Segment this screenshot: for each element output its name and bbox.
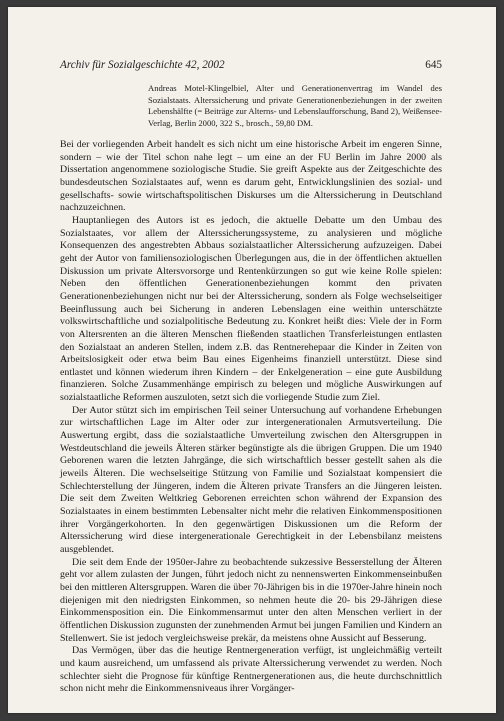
running-header xyxy=(60,59,442,71)
review-heading: Andreas Motel-Klingelbiel, Alter und Generationenvertrag im Wandel des Sozialstaats. Alterssicherung und private Generationenbeziehungen in der zweiten Lebenshälfte (= Beiträge zur Alterns- und Lebenslaufforschung, Band 2), Weißensee-Verlag, Berlin 2000, 322 S., brosch., 59,80 DM. xyxy=(148,83,442,128)
paragraph: Das Vermögen, über das die heutige Rentnergeneration verfügt, ist ungleichmäßig verteilt und kaum ausreichend, um umfassend als private Alterssicherung verwendet zu werden. Noch schlechter sieht die Prognose für künftige Rentnergenerationen aus, die heute durchschnittlich schon nicht mehr die Einkommensniveaus ihrer Vorgänger- xyxy=(60,645,442,695)
page-number: 645 xyxy=(425,59,442,71)
journal-title: Archiv für Sozialgeschichte 42, 2002 xyxy=(60,59,225,71)
paragraph: Bei der vorliegenden Arbeit handelt es sich nicht um eine historische Arbeit im engeren Sinne, sondern – wie der Titel schon nahe legt – um eine an der FU Berlin im Jahre 2000 als Dissertation angenommene soziologische Studie. Sie greift Aspekte aus der Zeitgeschichte des bundesdeutschen Sozialstaates auf, wenn es darum geht, Entwicklungslinien des sozial- und gesellschafts- sowie wirtschaftspolitischen Diskurses um die Alterssicherung in Deutschland nachzuzeichnen. xyxy=(60,139,442,214)
body-text xyxy=(60,139,442,696)
paragraph: Die seit dem Ende der 1950er-Jahre zu beobachtende sukzessive Besserstellung der Älteren geht vor allem zulasten der Jungen, führt jedoch nicht zu nennenswerten Einkommenseinbußen bei den mittleren Altersgruppen. Waren die über 70-Jährigen bis in die 1970er-Jahre hinein noch diejenigen mit den niedrigsten Einkommen, so nehmen heute die 20- bis 29-Jährigen diese Einkommensposition ein. Die Einkommensarmut unter den alten Menschen verliert in der öffentlichen Diskussion zugunsten der zunehmenden Armut bei jungen Familien und Kindern an Stellenwert. Sie ist jedoch vergleichsweise prekär, da meistens ohne Aussicht auf Besserung. xyxy=(60,556,442,644)
document-page xyxy=(8,7,496,713)
paragraph: Hauptanliegen des Autors ist es jedoch, die aktuelle Debatte um den Umbau des Sozialstaates, vor allem der Alterssicherungssysteme, zu analysieren und mögliche Konsequenzen des angestrebten Abbaus sozialstaatlicher Alterssicherung aufzuzeigen. Dabei geht der Autor von familiensoziologischen Überlegungen aus, die in der öffentlichen aktuellen Diskussion um private Altersvorsorge und Rentenkürzungen so gut wie keine Rolle spielen: Neben den öffentlichen Generationenbeziehungen kommt den privaten Generationenbeziehungen nicht nur bei der Alterssicherung, sondern als Folge wechselseitiger Beeinflussung auch bei Sicherung in anderen Lebenslagen eine weithin unterschätzte volkswirtschaftliche und sozialpolitische Bedeutung zu. Konkret heißt dies: Viele der in Form von Altersrenten an die älteren Menschen fließenden staatlichen Transferleistungen entlasten den Sozialstaat an anderen Stellen, indem z.B. das Rentnerehepaar die Kinder in Zeiten von Arbeitslosigkeit oder etwa beim Bau eines Eigenheims finanziell unterstützt. Diese sind entlastet und können wiederum ihren Kindern – der Enkelgeneration – eine gute Ausbildung finanzieren. Solche Zusammenhänge empirisch zu belegen und mögliche Auswirkungen auf sozialstaatliche Reformen auszuloten, setzt sich die vorliegende Studie zum Ziel. xyxy=(60,214,442,404)
paragraph: Der Autor stützt sich im empirischen Teil seiner Untersuchung auf vorhandene Erhebungen zur wirtschaftlichen Lage im Alter oder zur intergenerationalen Armutsverteilung. Die Auswertung ergibt, dass die sozialstaatliche Umverteilung zwischen den Altersgruppen in Westdeutschland die jeweils Älteren stärker begünstigte als die übrigen Gruppen. Die um 1940 Geborenen waren die letzten Jahrgänge, die sich wirtschaftlich besser gestellt sahen als die jeweils Älteren. Die wechselseitige Stützung von Familie und Sozialstaat kompensiert die Schlechterstellung der Jüngeren, indem die Älteren private Transfers an die Jüngeren leisten. Die seit dem Zweiten Weltkrieg Geborenen erreichten schon während der Expansion des Sozialstaates in einem bestimmten Lebensalter nicht mehr die relativen Einkommenspositionen ihrer Vorgängerkohorten. In den gegenwärtigen Diskussionen um die Reform der Alterssicherung wird diese intergenerationale Gerechtigkeit in der Lebensbilanz meistens ausgeblendet. xyxy=(60,404,442,555)
